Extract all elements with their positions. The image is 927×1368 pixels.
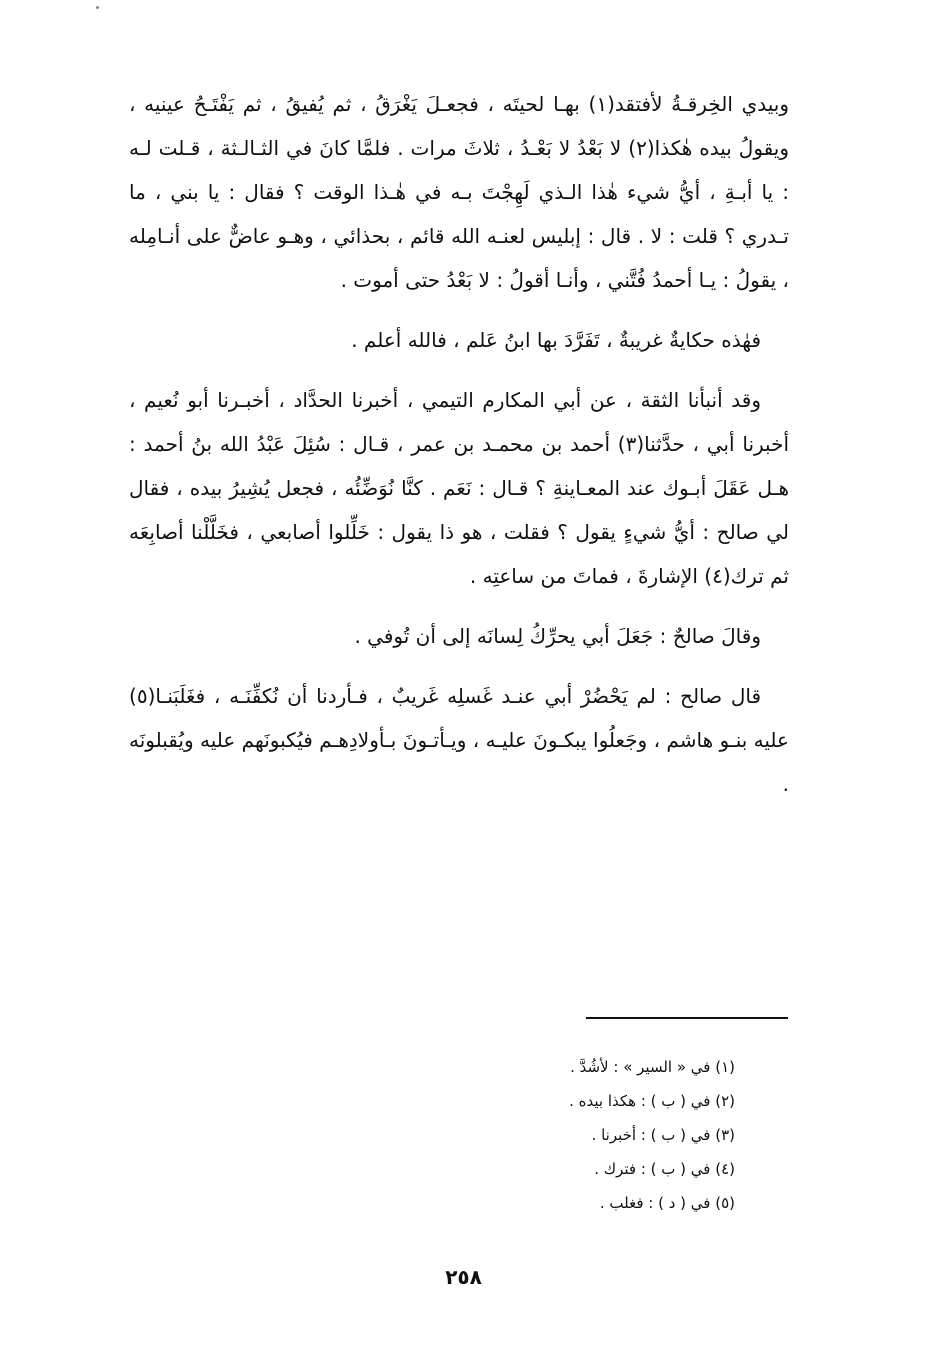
paragraph-3: وقد أنبأنا الثقة ، عن أبي المكارم التيمي ، أخبرنا الحدَّاد ، أخبـرنا أبو نُعيم ، أخبرنا أبي ، حدَّثنا(٣) أحمد بن محمـد بن عمر ، قـال : سُئِلَ عَبْدُ الله بنُ أحمد : هـل عَقَلَ أبـوك عند المعـاينةِ ؟ قـال : نَعَم . كنَّا نُوَضِّئُه ، فجعل يُشِيرُ بيده ، فقال لي صالح : أيُّ شيءٍ يقول ؟ فقلت ، هو ذا يقول : خَلِّلوا أصابعي ، فخَلَّلْنا أصابِعَه ثم ترك(٤) الإشارةَ ، فماتَ من ساعتِه . [129, 388, 789, 588]
footnote-1: (١) في « السير » : لأشُدَّ . [570, 1058, 735, 1076]
paragraph-2: فهٰذه حكايةٌ غريبةٌ ، تَفَرَّدَ بها ابنُ عَلم ، فالله أعلم . [351, 328, 761, 352]
scan-speck [96, 6, 99, 9]
main-text [129, 82, 789, 806]
footnote-2: (٢) في ( ب ) : هكذا بيده . [569, 1092, 735, 1110]
paragraph-4: وقالَ صالحٌ : جَعَلَ أبي يحرِّكُ لِسانَه إلى أن تُوفي . [354, 624, 761, 648]
paragraph-1: وبيدي الخِرقـةُ لأفتقد(١) بهـا لحيتَه ، فجعـلَ يَغْرَقُ ، ثم يُفيقُ ، ثم يَفْتَـحُ عينيه ، ويقولُ بيده هٰكذا(٢) لا بَعْدُ لا بَعْـدُ ، ثلاثَ مرات . فلمَّا كانَ في الثـالـثة ، قـلت لـه : يا أبـةِ ، أيُّ شيء هٰذا الـذي لَهِجْتَ بـه في هٰـذا الوقت ؟ فقال : يا بني ، ما تـدري ؟ قلت : لا . قال : إبليس لعنـه الله قائم ، بحذائي ، وهـو عاضٌّ على أنـامِله ، يقولُ : يـا أحمدُ فُتَّني ، وأنـا أقولُ : لا بَعْدُ حتى أموت . [129, 92, 789, 292]
footnote-separator [586, 1017, 788, 1019]
footnote-3: (٣) في ( ب ) : أخبرنا . [591, 1126, 735, 1144]
footnote-4: (٤) في ( ب ) : فترك . [594, 1160, 735, 1178]
paragraph-5: قال صالح : لم يَحْضُرْ أبي عنـد غَسلِه غَريبٌ ، فـأردنا أن نُكفِّنَـه ، فغَلَبَنـا(٥) عليه بنـو هاشم ، وجَعلُوا يبكـونَ عليـه ، ويـأتـونَ بـأولادِهـم فيُكبونَهم عليه ويُقبلونَه . [129, 684, 789, 796]
footnote-5: (٥) في ( د ) : فغلب . [599, 1194, 735, 1212]
footnotes [415, 1050, 735, 1220]
page-number: ٢٥٨ [445, 1265, 482, 1289]
